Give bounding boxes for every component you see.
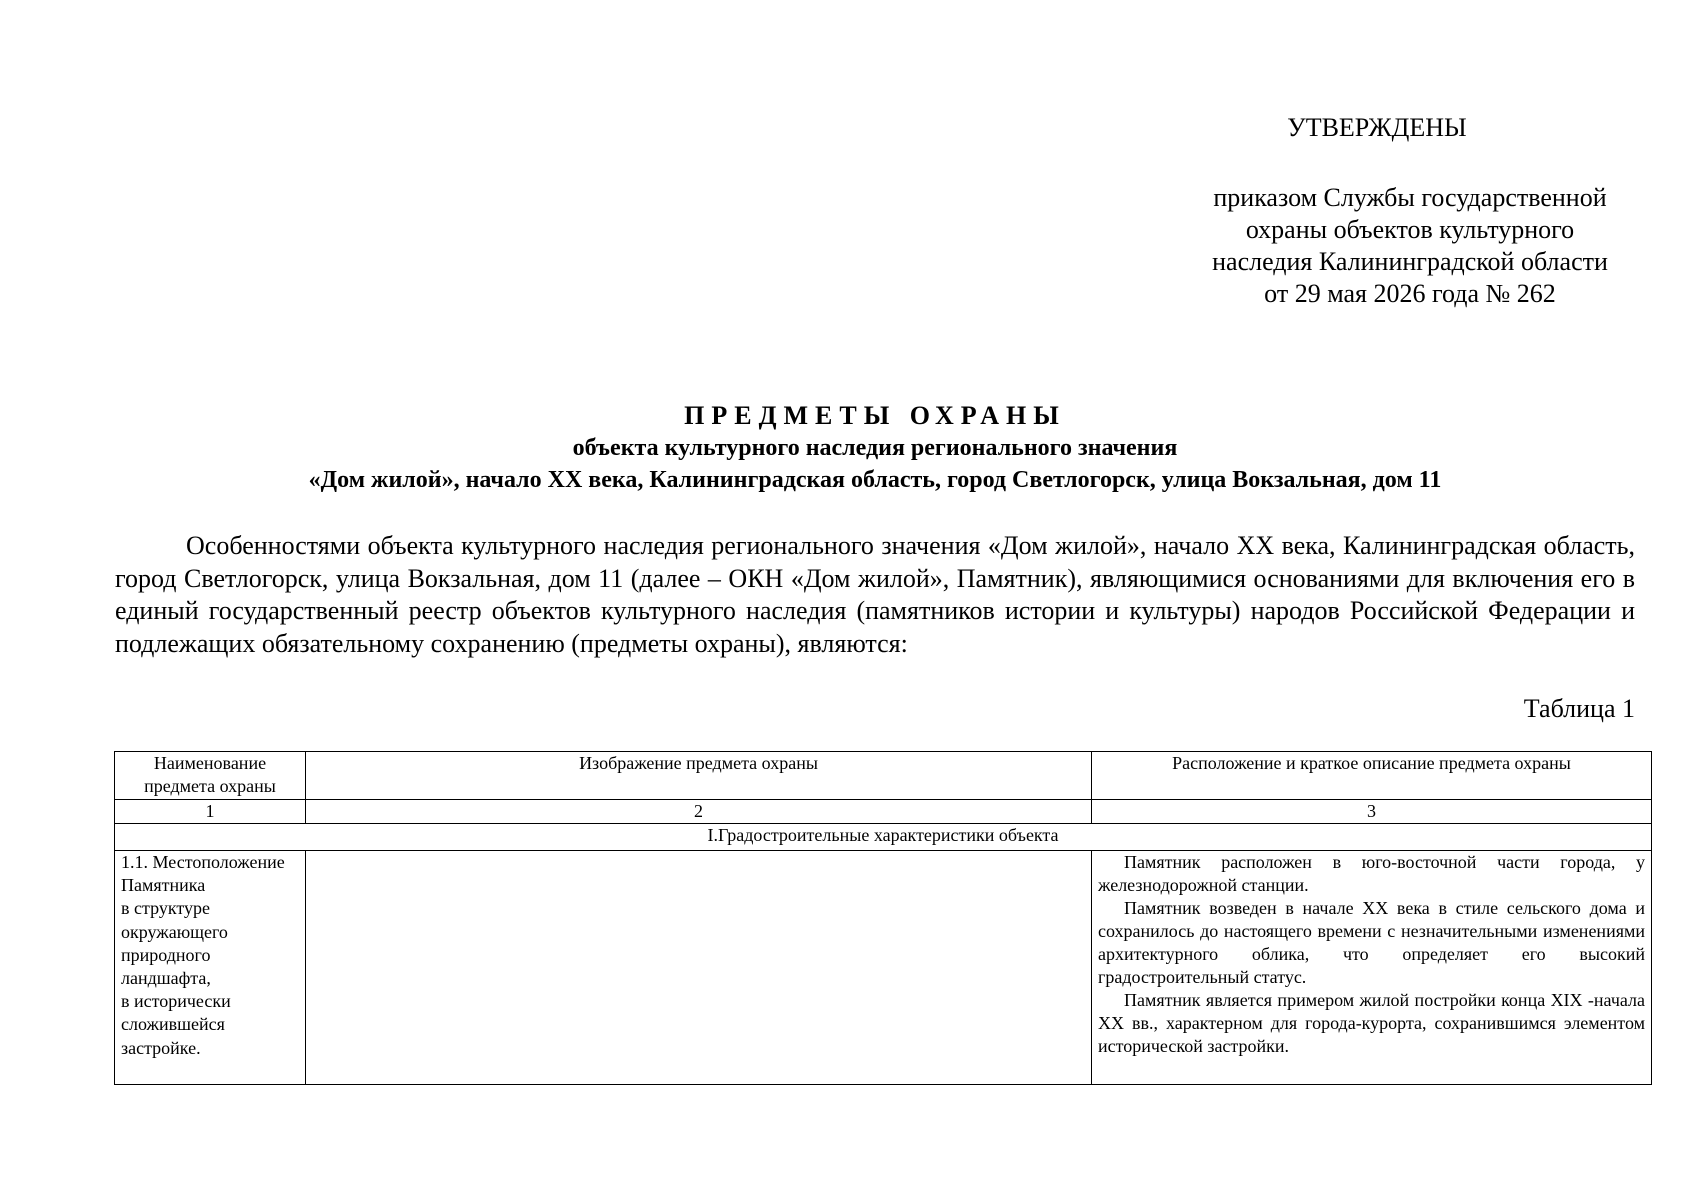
table-header-row — [115, 752, 1652, 800]
approval-order-line: от 29 мая 2026 года № 262 — [1264, 279, 1556, 308]
row-name-line: ландшафта, — [121, 968, 211, 989]
approval-order-line: приказом Службы государственной — [1213, 183, 1607, 212]
row-name-line: окружающего — [121, 921, 228, 942]
row-name-line: сложившейся — [121, 1014, 225, 1035]
row-name-line: Памятника — [121, 875, 206, 896]
header-description: Расположение и краткое описание предмета охраны — [1092, 752, 1652, 800]
row-name-line: природного — [121, 944, 211, 965]
protection-table — [114, 751, 1652, 1085]
intro-paragraph: Особенностями объекта культурного наследия регионального значения «Дом жилой», начало XX века, Калининградская область, город Светлогорск, улица Вокзальная, дом 11 (далее – ОКН «Дом жилой», Памятник), являющимися основаниями для включения его в единый государственный реестр объектов культурного наследия (памятников истории и культуры) народов Российской Федерации и подлежащих обязательному сохранению (предметы охраны), являются: — [115, 531, 1635, 658]
description-paragraph: Памятник является примером жилой постройки конца XIX -начала XX вв., характерном для города-курорта, сохранившимся элементом исторической застройки. — [1098, 990, 1645, 1056]
row-name-cell — [115, 851, 306, 1085]
row-name-line: 1.1. Местоположение — [121, 852, 285, 872]
document-heading — [112, 400, 1632, 496]
approval-order-line: наследия Калининградской области — [1212, 247, 1608, 276]
column-number: 3 — [1092, 800, 1652, 824]
table-row — [115, 851, 1652, 1085]
approval-stamp-text: УТВЕРЖДЕНЫ — [1287, 113, 1467, 142]
description-paragraph: Памятник расположен в юго-восточной части города, у железнодорожной станции. — [1098, 852, 1645, 895]
column-number: 2 — [306, 800, 1092, 824]
header-image: Изображение предмета охраны — [306, 752, 1092, 800]
approval-order-line: охраны объектов культурного — [1245, 215, 1575, 244]
description-paragraph: Памятник возведен в начале XX века в стиле сельского дома и сохранилось до настоящего времени с незначительными изменениями архитектурного облика, что определяет его высокий градостроительный статус. — [1098, 898, 1645, 987]
object-name: «Дом жилой», начало XX века, Калининградская область, город Светлогорск, улица Вокзальная, дом 11 — [308, 467, 1442, 493]
table-number-row — [115, 800, 1652, 824]
row-description-cell — [1092, 851, 1652, 1085]
document-title: ПРЕДМЕТЫ ОХРАНЫ — [684, 401, 1066, 430]
row-image-cell — [306, 851, 1092, 1085]
approval-block — [1160, 112, 1660, 310]
column-number: 1 — [115, 800, 306, 824]
section-title: I.Градостроительные характеристики объекта — [115, 824, 1652, 851]
row-name-line: в исторически — [121, 991, 231, 1012]
row-name-line: в структуре — [121, 898, 210, 919]
header-name: Наименование предмета охраны — [115, 752, 306, 800]
row-name-line: застройке. — [121, 1037, 201, 1058]
table-section-row — [115, 824, 1652, 851]
approval-order — [1160, 182, 1660, 310]
document-subtitle: объекта культурного наследия регионального значения — [572, 435, 1178, 461]
table-label: Таблица 1 — [1523, 694, 1635, 723]
